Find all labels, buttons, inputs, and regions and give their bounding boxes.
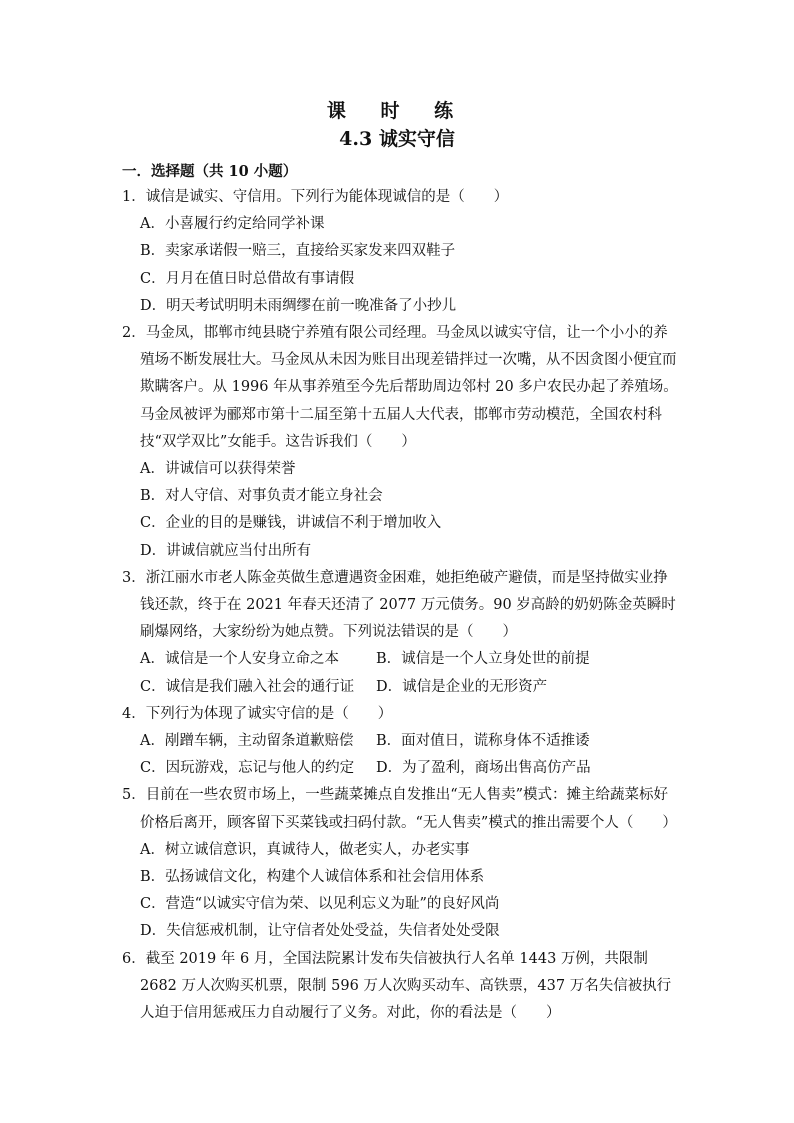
question-stem: 3．浙江丽水市老人陈金英做生意遭遇资金困难，她拒绝破产避债，而是坚持做实业挣钱还款，终于在 2021 年春天还清了 2077 万元债务。90 岁高龄的奶奶陈金英瞬时刷爆网络，大家纷纷为她点赞。下列说法错误的是（ ） <box>122 569 676 641</box>
question-1 <box>122 184 682 320</box>
question-stem: 2．马金凤，邯郸市纯县晓宁养殖有限公司经理。马金凤以诚实守信，让一个小小的养殖场不断发展壮大。马金凤从未因为账目出现差错拌过一次嘴，从不因贪图小便宜而欺瞒客户。从 1996 年从事养殖至今先后帮助周边邻村 20 多户农民办起了养殖场。马金凤被评为郦郑市第十二届至第十五届人大代表，邯郸市劳动模范，全国农村科技“双学双比”女能手。这告诉我们（ ） <box>122 325 678 450</box>
option-d: D．明天考试明明未雨绸缪在前一晚准备了小抄儿 <box>140 297 457 314</box>
option-b: B．弘扬诚信文化，构建个人诚信体系和社会信用体系 <box>140 869 485 886</box>
option-c: C．诚信是我们融入社会的通行证 <box>140 678 355 695</box>
option-a: A．小喜履行约定给同学补课 <box>140 216 325 233</box>
option-a: A．诚信是一个人安身立命之本 <box>140 651 339 668</box>
option-row <box>122 646 682 673</box>
option-d: D．失信惩戒机制，让守信者处处受益，失信者处处受限 <box>140 923 500 940</box>
question-6 <box>122 946 682 1028</box>
question-3 <box>122 565 682 701</box>
option-c: C．因玩游戏，忘记与他人的约定 <box>140 760 355 777</box>
question-2 <box>122 320 682 565</box>
option-c: C．营造“以诚实守信为荣、以见利忘义为耻”的良好风尚 <box>140 896 500 913</box>
option-a: A．讲诚信可以获得荣誉 <box>140 461 296 478</box>
option-d: D．讲诚信就应当付出所有 <box>140 542 312 559</box>
question-5 <box>122 782 682 945</box>
page-subtitle: 4.3 诚实守信 <box>339 128 455 150</box>
option-row <box>122 755 682 782</box>
section-heading: 一．选择题（共 10 小题） <box>122 163 298 180</box>
option-a: A．剐蹭车辆，主动留条道歉赔偿 <box>140 733 354 750</box>
question-stem: 4．下列行为体现了诚实守信的是（ ） <box>122 705 393 722</box>
question-4 <box>122 701 682 783</box>
question-stem: 5．目前在一些农贸市场上，一些蔬菜摊点自发推出“无人售卖”模式：摊主给蔬菜标好价格后离开，顾客留下买菜钱或扫码付款。“无人售卖”模式的推出需要个人（ ） <box>122 787 677 831</box>
page-title: 课 时 练 <box>326 100 468 122</box>
option-c: C．企业的目的是赚钱，讲诚信不利于增加收入 <box>140 515 442 532</box>
option-b: B．诚信是一个人立身处世的前提 <box>376 651 590 668</box>
option-c: C．月月在值日时总借故有事请假 <box>140 270 355 287</box>
option-a: A．树立诚信意识，真诚待人，做老实人，办老实事 <box>140 841 470 858</box>
question-stem: 6．截至 2019 年 6 月，全国法院累计发布失信被执行人名单 1443 万例，共限制 2682 万人次购买机票，限制 596 万人次购买动车、高铁票，437 万名失信被执行人迫于信用惩戒压力自动履行了义务。对此，你的看法是（ ） <box>122 950 672 1022</box>
question-list <box>122 184 682 1027</box>
option-row <box>122 728 682 755</box>
question-stem: 1．诚信是诚实、守信用。下列行为能体现诚信的是（ ） <box>122 189 509 205</box>
option-d: D．为了盈利，商场出售高仿产品 <box>376 760 591 777</box>
option-b: B．对人守信、对事负责才能立身社会 <box>140 488 383 505</box>
option-row <box>122 674 682 701</box>
option-b: B．面对值日，谎称身体不适推诿 <box>376 733 590 750</box>
option-d: D．诚信是企业的无形资产 <box>376 678 548 695</box>
option-b: B．卖家承诺假一赔三，直接给买家发来四双鞋子 <box>140 243 456 260</box>
